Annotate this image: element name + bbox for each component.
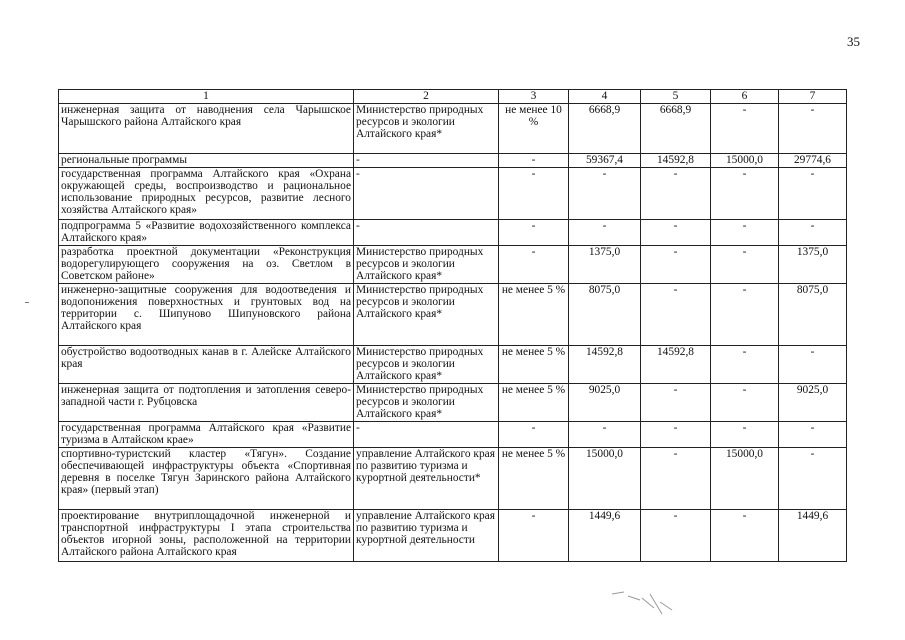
column-header: 7 bbox=[779, 90, 847, 104]
pen-scribble-mark bbox=[610, 588, 680, 618]
margin-mark bbox=[25, 302, 29, 303]
table-cell-c3: не менее 5 % bbox=[499, 384, 569, 422]
table-cell-c5: - bbox=[641, 510, 711, 562]
table-cell-c6: - bbox=[711, 246, 779, 284]
table-cell-c7: 1375,0 bbox=[779, 246, 847, 284]
table-row bbox=[59, 448, 847, 510]
table-cell-c7: - bbox=[779, 104, 847, 154]
table-cell-c6: 15000,0 bbox=[711, 448, 779, 510]
table-cell-c4: 1449,6 bbox=[569, 510, 641, 562]
table-cell-c7: 9025,0 bbox=[779, 384, 847, 422]
table-cell-c4: 14592,8 bbox=[569, 346, 641, 384]
table-cell-c5: 14592,8 bbox=[641, 154, 711, 168]
table-cell-c1: спортивно-туристский кластер «Тягун». Создание обеспечивающей инфраструктуры объекта «Спортивная деревня в поселке Тягун Заринского района Алтайского края» (первый этап) bbox=[59, 448, 354, 510]
table-cell-c4: - bbox=[569, 220, 641, 246]
table-cell-c1: государственная программа Алтайского края «Развитие туризма в Алтайском крае» bbox=[59, 422, 354, 448]
table-cell-c2: Министерство природных ресурсов и экологии Алтайского края* bbox=[354, 284, 499, 346]
table-row bbox=[59, 384, 847, 422]
table-cell-c4: 8075,0 bbox=[569, 284, 641, 346]
page-number: 35 bbox=[847, 34, 860, 49]
table-cell-c1: региональные программы bbox=[59, 154, 354, 168]
table-cell-c1: государственная программа Алтайского края «Охрана окружающей среды, воспроизводство и рациональное использование природных ресурсов, развитие лесного хозяйства Алтайского края» bbox=[59, 168, 354, 220]
table-cell-c5: - bbox=[641, 448, 711, 510]
table-cell-c6: - bbox=[711, 346, 779, 384]
table-cell-c5: - bbox=[641, 284, 711, 346]
table-cell-c7: - bbox=[779, 422, 847, 448]
table-cell-c1: инженерная защита от наводнения села Чарышское Чарышского района Алтайского края bbox=[59, 104, 354, 154]
table-cell-c5: 14592,8 bbox=[641, 346, 711, 384]
column-header: 3 bbox=[499, 90, 569, 104]
table-cell-c1: инженерная защита от подтопления и затопления северо-западной части г. Рубцовска bbox=[59, 384, 354, 422]
table-cell-c2: - bbox=[354, 154, 499, 168]
table-cell-c2: - bbox=[354, 422, 499, 448]
table-cell-c7: 8075,0 bbox=[779, 284, 847, 346]
table-cell-c2: Министерство природных ресурсов и экологии Алтайского края* bbox=[354, 104, 499, 154]
table-cell-c3: не менее 5 % bbox=[499, 448, 569, 510]
table-cell-c3: - bbox=[499, 422, 569, 448]
table-row bbox=[59, 346, 847, 384]
table-cell-c1: обустройство водоотводных канав в г. Алейске Алтайского края bbox=[59, 346, 354, 384]
table-cell-c2: - bbox=[354, 220, 499, 246]
table-cell-c6: - bbox=[711, 104, 779, 154]
table-cell-c3: - bbox=[499, 154, 569, 168]
table-cell-c3: не менее 5 % bbox=[499, 346, 569, 384]
table-cell-c5: - bbox=[641, 246, 711, 284]
table-cell-c3: - bbox=[499, 220, 569, 246]
table-cell-c3: не менее 5 % bbox=[499, 284, 569, 346]
table-cell-c6: - bbox=[711, 384, 779, 422]
table-cell-c3: - bbox=[499, 168, 569, 220]
table-cell-c7: - bbox=[779, 220, 847, 246]
table-cell-c6: - bbox=[711, 422, 779, 448]
table-cell-c5: - bbox=[641, 220, 711, 246]
table-row bbox=[59, 510, 847, 562]
table-cell-c4: 1375,0 bbox=[569, 246, 641, 284]
table-cell-c3: - bbox=[499, 510, 569, 562]
table-cell-c5: - bbox=[641, 168, 711, 220]
table-cell-c1: разработка проектной документации «Реконструкция водорегулирующего сооружения на оз. Светлом в Советском районе» bbox=[59, 246, 354, 284]
table-cell-c7: - bbox=[779, 448, 847, 510]
table-header-row bbox=[59, 90, 847, 104]
table-cell-c2: Министерство природных ресурсов и экологии Алтайского края* bbox=[354, 384, 499, 422]
table-cell-c1: подпрограмма 5 «Развитие водохозяйственного комплекса Алтайского края» bbox=[59, 220, 354, 246]
table-cell-c4: 9025,0 bbox=[569, 384, 641, 422]
table-cell-c3: - bbox=[499, 246, 569, 284]
table-cell-c5: - bbox=[641, 384, 711, 422]
table-cell-c4: - bbox=[569, 168, 641, 220]
table-cell-c1: инженерно-защитные сооружения для водоотведения и водопонижения поверхностных и грунтовых вод на территории с. Шипуново Шипуновского района Алтайского края bbox=[59, 284, 354, 346]
column-header: 1 bbox=[59, 90, 354, 104]
column-header: 4 bbox=[569, 90, 641, 104]
table-row bbox=[59, 422, 847, 448]
table-cell-c6: - bbox=[711, 168, 779, 220]
table-row bbox=[59, 220, 847, 246]
table-row bbox=[59, 246, 847, 284]
table-cell-c6: - bbox=[711, 510, 779, 562]
table-row bbox=[59, 104, 847, 154]
table-cell-c7: 1449,6 bbox=[779, 510, 847, 562]
table-cell-c4: - bbox=[569, 422, 641, 448]
table-cell-c1: проектирование внутриплощадочной инженерной и транспортной инфраструктуры I этапа строительства объектов игорной зоны, расположенной на территории Алтайского района Алтайского края bbox=[59, 510, 354, 562]
table-cell-c7: - bbox=[779, 346, 847, 384]
table-cell-c2: управление Алтайского края по развитию туризма и курортной деятельности* bbox=[354, 448, 499, 510]
table-cell-c2: управление Алтайского края по развитию туризма и курортной деятельности bbox=[354, 510, 499, 562]
table-cell-c6: 15000,0 bbox=[711, 154, 779, 168]
table-cell-c7: - bbox=[779, 168, 847, 220]
table-cell-c5: - bbox=[641, 422, 711, 448]
table-row bbox=[59, 168, 847, 220]
table-cell-c6: - bbox=[711, 284, 779, 346]
table-row bbox=[59, 154, 847, 168]
table-cell-c6: - bbox=[711, 220, 779, 246]
table-cell-c5: 6668,9 bbox=[641, 104, 711, 154]
column-header: 5 bbox=[641, 90, 711, 104]
table-cell-c2: Министерство природных ресурсов и экологии Алтайского края* bbox=[354, 346, 499, 384]
column-header: 6 bbox=[711, 90, 779, 104]
table-cell-c4: 15000,0 bbox=[569, 448, 641, 510]
table-cell-c3: не менее 10 % bbox=[499, 104, 569, 154]
column-header: 2 bbox=[354, 90, 499, 104]
table-cell-c4: 6668,9 bbox=[569, 104, 641, 154]
table-cell-c4: 59367,4 bbox=[569, 154, 641, 168]
table-cell-c7: 29774,6 bbox=[779, 154, 847, 168]
table-cell-c2: Министерство природных ресурсов и экологии Алтайского края* bbox=[354, 246, 499, 284]
table-row bbox=[59, 284, 847, 346]
budget-table bbox=[58, 89, 847, 562]
table-cell-c2: - bbox=[354, 168, 499, 220]
